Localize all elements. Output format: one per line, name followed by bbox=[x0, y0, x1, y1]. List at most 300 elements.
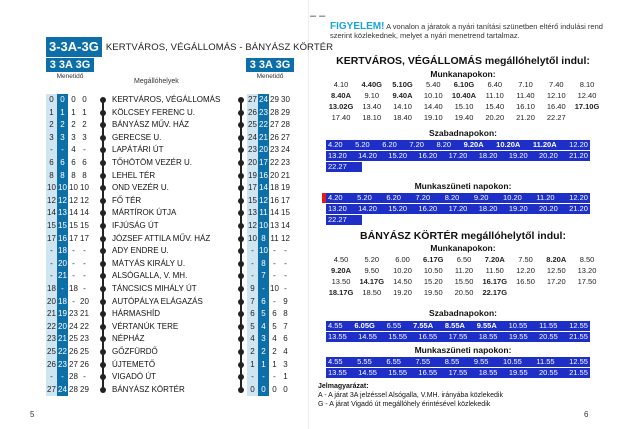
travel-time-outbound: 26 bbox=[80, 359, 89, 369]
stop-row bbox=[46, 359, 306, 372]
legend-a: A - A járat 3A jelzéssel Alsógalla, V.MH. irányába közlekedik bbox=[318, 392, 503, 399]
departure-time: 7.55 bbox=[415, 357, 431, 366]
departure-time: 14.55 bbox=[358, 368, 377, 377]
travel-time-outbound: 19 bbox=[57, 308, 68, 321]
departure-time: 17.20 bbox=[448, 151, 468, 160]
departure-time: 8.20 bbox=[436, 140, 452, 149]
stop-row bbox=[46, 107, 306, 120]
departure-time: 19.50 bbox=[423, 288, 443, 297]
stop-row bbox=[46, 371, 306, 384]
travel-time-inbound: 20 bbox=[247, 157, 258, 170]
travel-time-outbound: 15 bbox=[46, 220, 57, 233]
stop-name: MÁTYÁS KIRÁLY U. bbox=[112, 258, 186, 268]
travel-time-outbound: 18 bbox=[57, 245, 68, 258]
notice-title: FIGYELEM! bbox=[330, 21, 385, 32]
stop-row bbox=[46, 245, 306, 258]
stop-row bbox=[46, 233, 306, 246]
stop-row bbox=[46, 170, 306, 183]
timetable-bar-row bbox=[326, 204, 590, 214]
departure-time: 19.55 bbox=[508, 368, 528, 377]
departure-time: 4.40G bbox=[361, 80, 382, 89]
stop-name: BÁNYÁSZ MŰV. HÁZ bbox=[112, 120, 190, 130]
departure-time: 14.40 bbox=[423, 102, 443, 111]
departure-time: 17.20 bbox=[546, 277, 566, 286]
header-left bbox=[46, 58, 94, 80]
stop-row bbox=[46, 94, 306, 107]
stop-row bbox=[46, 333, 306, 346]
travel-time-outbound: 23 bbox=[46, 333, 57, 346]
departure-time: 7.20A bbox=[484, 255, 505, 264]
departure-time: 20.20 bbox=[538, 151, 558, 160]
stop-row bbox=[46, 296, 306, 309]
travel-time-inbound: - bbox=[258, 371, 269, 384]
travel-time-inbound: 24 bbox=[281, 145, 290, 155]
stop-row bbox=[46, 207, 306, 220]
stop-name: KÖLCSEY FERENC U. bbox=[112, 107, 195, 117]
travel-time-inbound: 24 bbox=[247, 132, 258, 145]
departure-time: 15.55 bbox=[388, 368, 408, 377]
travel-time-inbound: - bbox=[273, 271, 276, 281]
departure-time: 6.20 bbox=[386, 193, 401, 202]
travel-time-inbound: - bbox=[273, 258, 276, 268]
stop-row bbox=[46, 283, 306, 296]
departure-time bbox=[572, 288, 602, 299]
departure-time: 4.10 bbox=[333, 80, 349, 89]
departure-time: 8.40A bbox=[330, 91, 351, 100]
timetable-bar-row bbox=[326, 140, 590, 150]
stop-name: HÁRMASHÍD bbox=[112, 309, 161, 319]
departure-time: 20.55 bbox=[538, 368, 558, 377]
departure-time: 16.50 bbox=[516, 277, 535, 286]
travel-time-outbound: 27 bbox=[69, 359, 78, 369]
travel-time-inbound: 23 bbox=[247, 144, 258, 157]
stop-name: IFJÚSÁG ÚT bbox=[112, 221, 159, 230]
travel-time-outbound: 21 bbox=[80, 309, 89, 319]
departure-time: 15.40 bbox=[485, 102, 505, 111]
travel-time-inbound: 2 bbox=[258, 346, 269, 359]
travel-time-inbound: 28 bbox=[281, 120, 290, 130]
stop-name: VÉRTANÚK TERE bbox=[112, 321, 179, 331]
departure-time: 10.55 bbox=[508, 321, 528, 330]
travel-time-inbound: 22 bbox=[270, 158, 279, 167]
travel-time-outbound: 12 bbox=[80, 195, 89, 205]
header-right-sub: Menetidő bbox=[256, 73, 284, 80]
departure-time: 6.40 bbox=[487, 80, 503, 89]
travel-time-outbound: 21 bbox=[57, 270, 68, 283]
departure-time: 8.55A bbox=[444, 321, 465, 330]
departure-time: 18.40 bbox=[393, 113, 412, 122]
travel-time-outbound: 26 bbox=[69, 347, 78, 356]
travel-time-outbound: 1 bbox=[71, 107, 76, 117]
travel-time-inbound: 13 bbox=[270, 221, 279, 230]
travel-time-outbound: 20 bbox=[57, 258, 68, 271]
departure-time: 18.20 bbox=[478, 151, 498, 160]
travel-time-inbound: 3 bbox=[283, 359, 288, 369]
travel-time-outbound: 4 bbox=[71, 145, 76, 155]
travel-time-inbound: 7 bbox=[258, 270, 269, 283]
departure-time: 11.10 bbox=[485, 91, 504, 100]
travel-time-inbound: 28 bbox=[270, 107, 279, 117]
travel-time-outbound: - bbox=[83, 271, 86, 281]
stop-row bbox=[46, 270, 306, 283]
travel-time-outbound: 6 bbox=[82, 158, 87, 167]
travel-time-inbound: 23 bbox=[258, 107, 269, 120]
travel-time-inbound: 0 bbox=[272, 384, 277, 394]
travel-time-outbound: - bbox=[83, 258, 86, 268]
travel-time-outbound: 8 bbox=[71, 170, 76, 180]
travel-time-inbound: 4 bbox=[272, 334, 277, 344]
travel-time-outbound: 22 bbox=[46, 321, 57, 334]
timetable-row bbox=[326, 113, 602, 124]
departure-time: 10.40A bbox=[451, 91, 477, 100]
departure-time: 19.20 bbox=[508, 204, 528, 213]
travel-time-inbound: 10 bbox=[258, 245, 269, 258]
departure-time: 6.00 bbox=[395, 255, 410, 264]
travel-time-outbound: - bbox=[83, 246, 86, 256]
travel-time-inbound: 16 bbox=[258, 170, 269, 183]
departure-time: 5.40 bbox=[425, 80, 441, 89]
departure-time: 14.20 bbox=[358, 151, 377, 160]
departure-time: 4.55 bbox=[328, 321, 343, 330]
departure-time: 14.20 bbox=[358, 204, 377, 213]
travel-time-inbound: 6 bbox=[283, 334, 288, 344]
departure-time: 7.20 bbox=[415, 193, 431, 202]
stop-row bbox=[46, 144, 306, 157]
departure-time: 19.55 bbox=[508, 332, 528, 341]
travel-time-inbound: 0 bbox=[258, 384, 269, 397]
travel-time-inbound: 1 bbox=[283, 372, 288, 382]
departure-time: 9.10 bbox=[364, 91, 380, 100]
departure-time: 15.10 bbox=[454, 102, 474, 111]
travel-time-outbound: 18 bbox=[57, 296, 68, 309]
departure-time: 6.55 bbox=[386, 357, 401, 366]
header-left-badge: 3 3A 3G bbox=[46, 58, 94, 72]
stop-name: TŐHÖTÖM VEZÉR U. bbox=[112, 158, 192, 167]
departure-time: 9.40A bbox=[392, 91, 413, 100]
travel-time-inbound: 14 bbox=[258, 182, 269, 195]
timetable-bar-row bbox=[326, 357, 590, 367]
travel-time-outbound: 13 bbox=[57, 207, 68, 220]
travel-time-outbound: 20 bbox=[80, 296, 89, 306]
travel-time-inbound: - bbox=[247, 371, 258, 384]
departure-time: 17.55 bbox=[448, 332, 468, 341]
travel-time-outbound: - bbox=[46, 258, 57, 271]
travel-time-inbound: 10 bbox=[247, 233, 258, 246]
departure-time: 13.02G bbox=[328, 102, 354, 111]
travel-time-inbound: 4 bbox=[247, 333, 258, 346]
timetable-row bbox=[326, 255, 602, 266]
travel-time-outbound: 15 bbox=[69, 221, 78, 230]
departure-time: 4.55 bbox=[328, 357, 343, 366]
departure-time: 4.20 bbox=[328, 140, 343, 149]
header-right bbox=[246, 58, 294, 80]
travel-time-inbound: 26 bbox=[270, 132, 279, 142]
s2-holiday-label: Munkaszüneti napokon: bbox=[414, 345, 512, 355]
departure-time: 12.55 bbox=[569, 321, 588, 330]
departure-time: 19.20 bbox=[508, 151, 528, 160]
timetable-bar-row bbox=[326, 193, 590, 203]
departure-time: 19.20 bbox=[393, 288, 412, 297]
departure-time: 10.20 bbox=[393, 266, 412, 275]
travel-time-inbound: 9 bbox=[247, 283, 258, 296]
travel-time-inbound: 20 bbox=[270, 170, 279, 180]
departure-time: 7.40 bbox=[548, 80, 564, 89]
travel-time-outbound: 14 bbox=[80, 208, 89, 218]
departure-time: 10.10 bbox=[423, 91, 443, 100]
timetable-row bbox=[326, 102, 602, 113]
travel-time-outbound: - bbox=[72, 296, 75, 306]
travel-time-inbound: - bbox=[258, 283, 269, 296]
travel-time-outbound: 8 bbox=[82, 170, 87, 180]
travel-time-outbound: 12 bbox=[69, 195, 78, 205]
departure-time bbox=[511, 288, 541, 299]
s2-saturday-label: Szabadnapokon: bbox=[428, 308, 497, 318]
departure-time: 7.55A bbox=[413, 321, 434, 330]
departure-time: 6.05G bbox=[354, 321, 375, 330]
stop-name: AUTÓPÁLYA ELÁGAZÁS bbox=[112, 296, 203, 306]
travel-time-inbound: 15 bbox=[281, 208, 290, 218]
travel-time-outbound: 10 bbox=[69, 183, 78, 193]
departure-time: 18.55 bbox=[478, 368, 498, 377]
s2-workdays-label: Munkanapokon: bbox=[430, 243, 496, 253]
departure-time: 13.55 bbox=[328, 368, 347, 377]
travel-time-outbound: 6 bbox=[57, 157, 68, 170]
travel-time-outbound: 0 bbox=[57, 94, 68, 107]
travel-time-inbound: 3 bbox=[258, 333, 269, 346]
departure-time: 10.55 bbox=[503, 357, 522, 366]
stop-name: LAPÁTÁRI ÚT bbox=[112, 145, 164, 155]
departure-time: 20.20 bbox=[538, 204, 558, 213]
travel-time-inbound: 10 bbox=[258, 220, 269, 233]
travel-time-outbound: 17 bbox=[80, 233, 89, 243]
departure-time: 5.20 bbox=[357, 193, 372, 202]
legend bbox=[318, 382, 503, 409]
departure-time bbox=[572, 113, 602, 124]
timetable-bar-row bbox=[326, 215, 362, 225]
travel-time-outbound: 15 bbox=[57, 220, 68, 233]
header-left-sub: Menetidő bbox=[56, 73, 84, 80]
route-title-row bbox=[46, 37, 333, 57]
departure-time: 5.10G bbox=[392, 80, 413, 89]
travel-time-outbound: - bbox=[57, 283, 68, 296]
departure-time: 21.20 bbox=[516, 113, 535, 122]
travel-time-inbound: 11 bbox=[270, 233, 279, 243]
departure-time: 16.20 bbox=[418, 151, 438, 160]
travel-time-inbound: 29 bbox=[270, 95, 279, 104]
travel-time-outbound: 28 bbox=[69, 384, 78, 394]
travel-time-inbound: 25 bbox=[247, 119, 258, 132]
departure-time: 13.50 bbox=[331, 277, 351, 286]
stop-name: NÉPHÁZ bbox=[112, 334, 145, 344]
departure-time: 18.10 bbox=[362, 113, 382, 122]
travel-time-outbound: 28 bbox=[69, 372, 78, 382]
travel-time-outbound: 24 bbox=[69, 321, 78, 331]
travel-time-inbound: 13 bbox=[247, 207, 258, 220]
departure-time: 22.17G bbox=[482, 288, 508, 297]
travel-time-outbound: 20 bbox=[57, 321, 68, 334]
travel-time-inbound: 1 bbox=[272, 359, 277, 369]
travel-time-outbound: 21 bbox=[57, 333, 68, 346]
travel-time-inbound: 8 bbox=[258, 233, 269, 246]
departure-time: 4.50 bbox=[333, 255, 349, 264]
departure-time: 5.55 bbox=[357, 357, 372, 366]
travel-time-inbound: 6 bbox=[247, 308, 258, 321]
travel-time-inbound: - bbox=[273, 246, 276, 256]
stop-name: VIGADÓ ÚT bbox=[112, 372, 157, 382]
travel-time-inbound: 16 bbox=[270, 195, 279, 205]
departure-time: 21.20 bbox=[569, 204, 588, 213]
stop-name: TÁNCSICS MIHÁLY ÚT bbox=[112, 284, 197, 293]
travel-time-outbound: 25 bbox=[80, 347, 89, 356]
departure-time: 16.20 bbox=[418, 204, 438, 213]
stop-row bbox=[46, 321, 306, 334]
travel-time-inbound: 24 bbox=[258, 94, 269, 107]
departure-time: 20.50 bbox=[454, 288, 474, 297]
travel-time-inbound: 27 bbox=[270, 120, 279, 130]
departure-time: 6.17G bbox=[423, 255, 444, 264]
departure-time: 9.55 bbox=[473, 357, 489, 366]
stop-name: JÓZSEF ATTILA MŰV. HÁZ bbox=[112, 233, 211, 243]
travel-time-outbound: 0 bbox=[71, 95, 76, 104]
departure-time: 19.40 bbox=[454, 113, 474, 122]
travel-time-outbound: - bbox=[83, 284, 86, 293]
departure-time: 12.20 bbox=[569, 193, 588, 202]
departure-time: 16.55 bbox=[418, 332, 438, 341]
travel-time-inbound: 6 bbox=[272, 309, 277, 319]
departure-time: 10.50 bbox=[423, 266, 443, 275]
travel-time-outbound: 10 bbox=[46, 182, 57, 195]
travel-time-outbound: 6 bbox=[46, 157, 57, 170]
departure-time: 18.50 bbox=[362, 288, 382, 297]
legend-title: Jelmagyarázat: bbox=[318, 383, 369, 390]
travel-time-inbound: 29 bbox=[281, 107, 290, 117]
travel-time-inbound: 4 bbox=[258, 321, 269, 334]
stop-row bbox=[46, 182, 306, 195]
travel-time-inbound: 5 bbox=[258, 308, 269, 321]
travel-time-inbound: 18 bbox=[270, 183, 279, 193]
travel-time-outbound: - bbox=[46, 371, 57, 384]
timetable-bar-row bbox=[326, 151, 590, 161]
departure-time: 14.50 bbox=[393, 277, 412, 286]
page-divider-mark: – – bbox=[310, 10, 326, 22]
departure-time: 22.27 bbox=[328, 215, 347, 224]
departure-time: 14.17G bbox=[359, 277, 385, 286]
route-title: KERTVÁROS, VÉGÁLLOMÁS - BÁNYÁSZ KÖRTÉR bbox=[105, 41, 334, 53]
timetable-row bbox=[326, 288, 602, 299]
travel-time-outbound: - bbox=[72, 258, 75, 268]
header-right-badge: 3 3A 3G bbox=[246, 58, 294, 72]
travel-time-inbound: 21 bbox=[258, 132, 269, 145]
travel-time-inbound: 23 bbox=[270, 145, 279, 155]
departure-time: 12.55 bbox=[569, 357, 588, 366]
departure-time: 21.20 bbox=[569, 151, 588, 160]
departure-time: 6.55 bbox=[386, 321, 402, 330]
stop-name: LEHEL TÉR bbox=[112, 170, 156, 180]
travel-time-inbound: 0 bbox=[283, 384, 288, 394]
stop-row bbox=[46, 157, 306, 170]
travel-time-inbound: 22 bbox=[258, 119, 269, 132]
departure-time: 9.20 bbox=[473, 193, 489, 202]
travel-time-inbound: - bbox=[247, 245, 258, 258]
travel-time-inbound: 11 bbox=[258, 207, 269, 220]
departure-time: 13.55 bbox=[328, 332, 347, 341]
departure-time: 18.55 bbox=[478, 332, 498, 341]
travel-time-inbound: 21 bbox=[281, 170, 290, 180]
travel-time-outbound: 22 bbox=[57, 346, 68, 359]
travel-time-inbound: 12 bbox=[247, 220, 258, 233]
travel-time-outbound: - bbox=[72, 271, 75, 281]
timetable-bar-row bbox=[326, 162, 362, 172]
stop-row bbox=[46, 119, 306, 132]
departure-time: 6.50 bbox=[456, 255, 472, 264]
departure-time: 21.55 bbox=[569, 332, 588, 341]
stop-row bbox=[46, 195, 306, 208]
travel-time-inbound: 30 bbox=[281, 95, 290, 104]
travel-time-outbound: 16 bbox=[57, 233, 68, 246]
departure-time: 15.20 bbox=[423, 277, 443, 286]
stop-name: BÁNYÁSZ KÖRTÉR bbox=[112, 384, 185, 394]
travel-time-outbound: 10 bbox=[57, 182, 68, 195]
travel-time-outbound: 2 bbox=[71, 120, 76, 130]
travel-time-outbound: 25 bbox=[69, 334, 78, 344]
travel-time-inbound: 20 bbox=[258, 144, 269, 157]
travel-time-outbound: 2 bbox=[82, 120, 87, 130]
departure-time: 13.20 bbox=[328, 204, 347, 213]
travel-time-outbound: 23 bbox=[57, 359, 68, 372]
travel-time-inbound: 8 bbox=[283, 309, 288, 319]
departure-time: 17.10G bbox=[574, 102, 600, 111]
travel-time-outbound: 17 bbox=[69, 233, 78, 243]
departure-time: 8.10 bbox=[579, 80, 595, 89]
stop-name: KERTVÁROS, VÉGÁLLOMÁS bbox=[112, 95, 221, 104]
departure-time: 7.20 bbox=[409, 140, 424, 149]
travel-time-outbound: 1 bbox=[46, 107, 57, 120]
travel-time-inbound: - bbox=[284, 246, 287, 256]
page-number-left: 5 bbox=[30, 410, 35, 419]
travel-time-outbound: 18 bbox=[46, 283, 57, 296]
travel-time-inbound: 1 bbox=[247, 359, 258, 372]
departure-time: 19.10 bbox=[423, 113, 443, 122]
stop-name: GŐZFÜRDŐ bbox=[112, 347, 158, 356]
travel-time-outbound: 8 bbox=[46, 170, 57, 183]
travel-time-outbound: 20 bbox=[46, 296, 57, 309]
legend-g: G - A járat Vigadó út megállóhely érintésével közlekedik bbox=[318, 401, 491, 408]
notice bbox=[330, 22, 610, 40]
travel-time-inbound: 23 bbox=[281, 158, 290, 167]
departure-time: 16.40 bbox=[546, 102, 566, 111]
departure-time: 11.50 bbox=[485, 266, 504, 275]
departure-time: 15.20 bbox=[388, 151, 408, 160]
departure-time: 8.55 bbox=[444, 357, 460, 366]
departure-time: 6.20 bbox=[382, 140, 397, 149]
departure-time: 8.20A bbox=[546, 255, 567, 264]
travel-time-outbound: 3 bbox=[71, 132, 76, 142]
travel-time-outbound: 21 bbox=[46, 308, 57, 321]
travel-time-inbound: 27 bbox=[247, 94, 258, 107]
departure-time: 14.55 bbox=[358, 332, 377, 341]
travel-time-inbound: 5 bbox=[272, 321, 277, 331]
departure-time: 12.40 bbox=[577, 91, 597, 100]
stop-name: ALSÓGALLA, V. MH. bbox=[112, 271, 188, 281]
notice-text: A vonalon a járatok a nyári tanítási szünetben eltérő indulási rend szerint közlekednek, melyet a nyári menetrend tartalmaz. bbox=[330, 22, 603, 40]
travel-time-inbound: - bbox=[284, 284, 287, 293]
departure-time: 21.55 bbox=[569, 368, 588, 377]
line-right bbox=[240, 100, 242, 390]
departure-time: 6.10G bbox=[453, 80, 475, 89]
travel-time-inbound: 1 bbox=[258, 359, 269, 372]
travel-time-inbound: - bbox=[247, 270, 258, 283]
stop-row bbox=[46, 220, 306, 233]
